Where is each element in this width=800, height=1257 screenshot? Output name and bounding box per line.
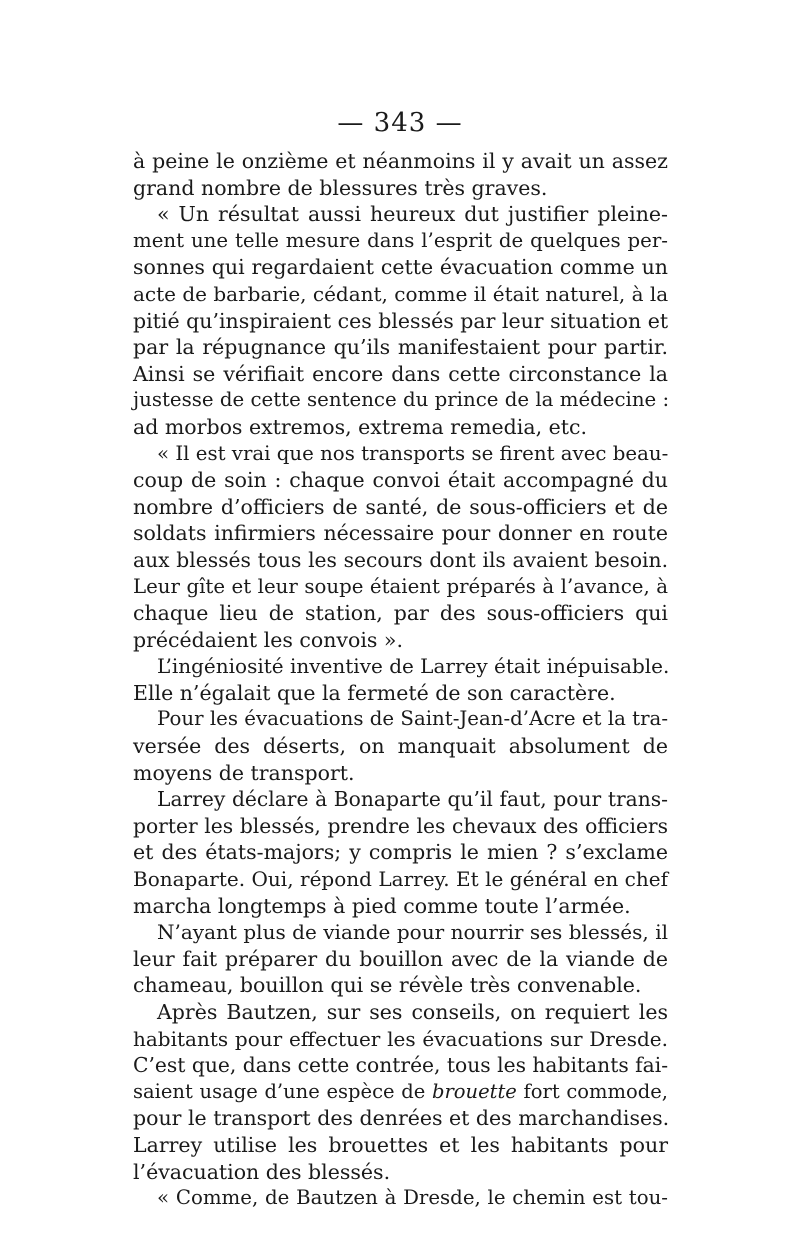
text-line: Leur gîte et leur soupe étaient préparés à l’avance, à — [133, 574, 668, 598]
text-line: moyens de transport. — [133, 760, 355, 785]
text-line: justesse de cette sentence du prince de la médecine : — [133, 388, 670, 412]
text-line: Elle n’égalait que la fermeté de son caractère. — [133, 680, 616, 705]
text-line: Larrey déclare à Bonaparte qu’il faut, pour trans- — [157, 787, 668, 812]
text-line: C’est que, dans cette contrée, tous les habitants fai- — [133, 1053, 669, 1078]
text-line: marcha longtemps à pied comme toute l’armée. — [133, 893, 631, 918]
text-line: N’ayant plus de viande pour nourrir ses blessés, il — [157, 920, 668, 945]
italic-word: brouette — [431, 1079, 517, 1103]
text-line: « Comme, de Bautzen à Dresde, le chemin est tou- — [157, 1186, 668, 1210]
text-line: Ainsi se vérifiait encore dans cette circonstance la — [133, 361, 668, 386]
text-line: soldats infirmiers nécessaire pour donner en route — [133, 521, 668, 546]
text-line: acte de barbarie, cédant, comme il était naturel, à la — [133, 281, 669, 306]
text-line: aux blessés tous les secours dont ils avaient besoin. — [133, 547, 668, 572]
text-line: « Un résultat aussi heureux dut justifier pleine- — [157, 202, 668, 227]
text-line: grand nombre de blessures très graves. — [133, 175, 548, 200]
text-line: Après Bautzen, sur ses conseils, on requiert les — [157, 1000, 668, 1024]
text-line: par la répugnance qu’ils manifestaient pour partir. — [133, 335, 668, 360]
text-line: pitié qu’inspiraient ces blessés par leur situation et — [133, 308, 669, 333]
page-number: — 343 — — [337, 108, 463, 138]
text-line: et des états-majors; y compris le mien ? s’exclame — [133, 840, 668, 865]
text-line: l’évacuation des blessés. — [133, 1159, 391, 1184]
text-line: chaque lieu de station, par des sous-officiers qui — [133, 601, 668, 626]
text-line: versée des déserts, on manquait absolument de — [133, 734, 668, 759]
text-line: précédaient les convois ». — [133, 627, 403, 652]
text-line: saient usage d’une espèce de brouette fort commode, — [133, 1079, 668, 1103]
text-line: coup de soin : chaque convoi était accompagné du — [133, 468, 668, 493]
text-line: porter les blessés, prendre les chevaux des officiers — [133, 813, 668, 838]
body-text — [133, 148, 668, 1212]
text-line: habitants pour effectuer les évacuations sur Dresde. — [133, 1026, 668, 1051]
text-line: Bonaparte. Oui, répond Larrey. Et le général en chef — [133, 867, 668, 892]
text-line: « Il est vrai que nos transports se firent avec beau- — [157, 441, 669, 465]
text-line: pour le transport des denrées et des marchandises. — [133, 1106, 670, 1131]
text-line: leur fait préparer du bouillon avec de la viande de — [133, 946, 668, 971]
text-line: sonnes qui regardaient cette évacuation comme un — [133, 255, 668, 280]
text-line: ment une telle mesure dans l’esprit de quelques per- — [133, 228, 668, 252]
text-line: chameau, bouillon qui se révèle très convenable. — [133, 973, 642, 998]
text-line: Larrey utilise les brouettes et les habitants pour — [133, 1132, 668, 1157]
text-line: L’ingéniosité inventive de Larrey était inépuisable. — [157, 654, 670, 679]
text-line: à peine le onzième et néanmoins il y avait un assez — [133, 149, 668, 173]
text-line: ad morbos extremos, extrema remedia, etc. — [133, 414, 587, 439]
text-line: Pour les évacuations de Saint-Jean-d’Acre et la tra- — [157, 707, 668, 731]
text-line: nombre d’officiers de santé, de sous-officiers et de — [133, 494, 668, 519]
